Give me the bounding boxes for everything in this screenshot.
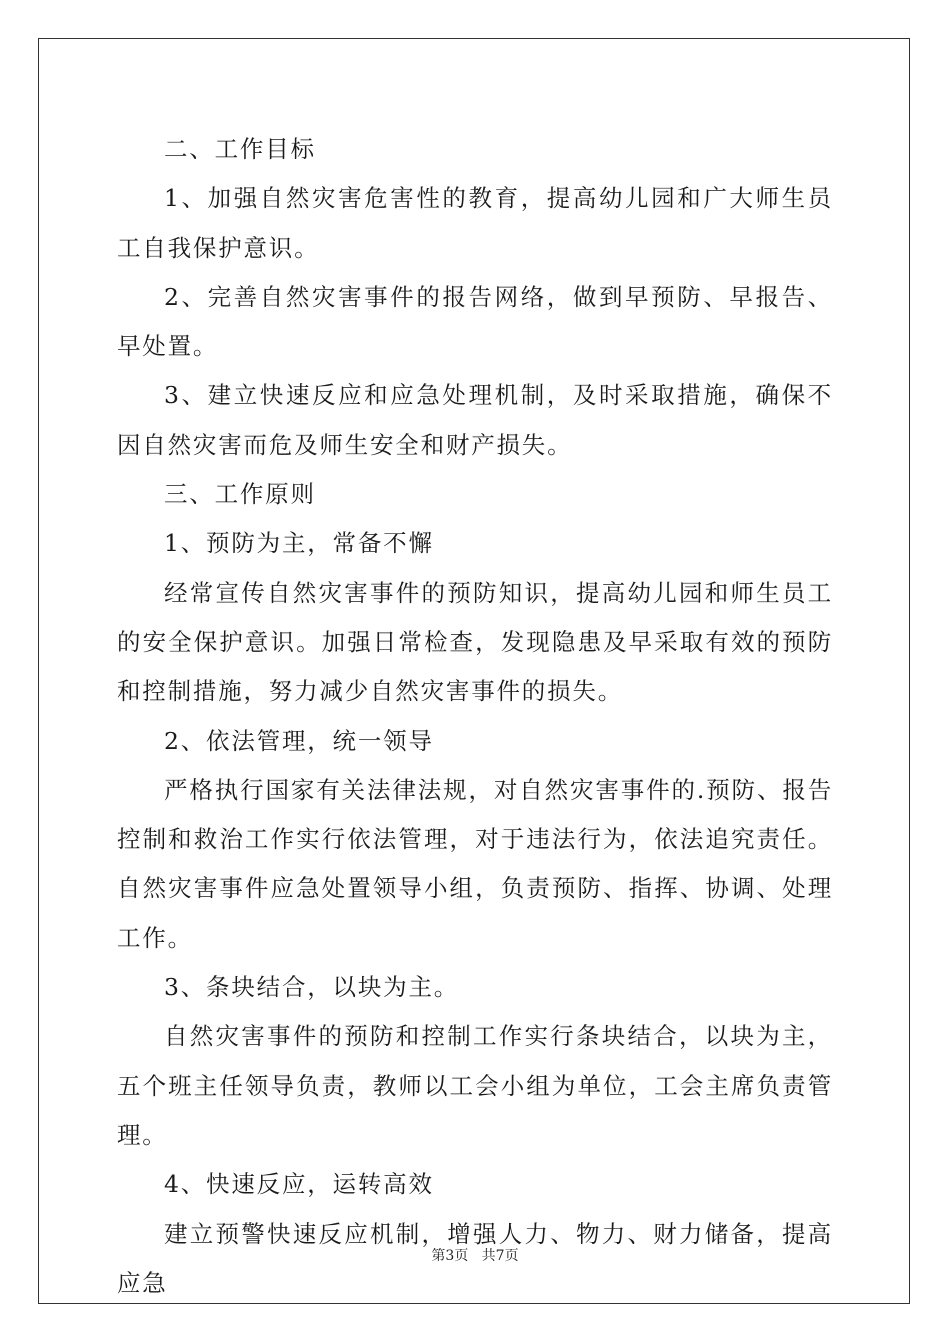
principle-2-title: 2、依法管理，统一领导 [164,726,434,755]
principle-4-title: 4、快速反应，运转高效 [164,1170,434,1199]
page-number: 第3页 共7页 [431,1248,519,1264]
principle-1-body: 经常宣传自然灾害事件的预防知识，提高幼儿园和师生员工的安全保护意识。加强日常检查，发现隐患及早采取有效的预防和控制措施，努力减少自然灾害事件的损失。 [117,578,833,706]
principle-3-body: 自然灾害事件的预防和控制工作实行条块结合，以块为主，五个班主任领导负责，教师以工会小组为单位，工会主席负责管理。 [117,1022,833,1149]
goal-item-2: 2、完善自然灾害事件的报告网络，做到早预防、早报告、早处置。 [117,282,833,361]
principle-4-body: 建立预警快速反应机制，增强人力、物力、财力储备，提高应急 [117,1219,833,1297]
goal-item-1: 1、加强自然灾害危害性的教育，提高幼儿园和广大师生员工自我保护意识。 [117,184,833,262]
heading-work-goals: 二、工作目标 [164,135,316,163]
document-body [117,125,833,1308]
principle-3-title: 3、条块结合，以块为主。 [164,973,460,1002]
principle-2-body: 严格执行国家有关法律法规，对自然灾害事件的.预防、报告控制和救治工作实行依法管理，对于违法行为，依法追究责任。自然灾害事件应急处置领导小组，负责预防、指挥、协调、处理工作。 [117,775,833,952]
goal-item-3: 3、建立快速反应和应急处理机制，及时采取措施，确保不因自然灾害而危及师生安全和财产损失。 [117,381,833,459]
principle-1-title: 1、预防为主，常备不懈 [164,529,434,558]
heading-work-principles: 三、工作原则 [164,480,316,509]
